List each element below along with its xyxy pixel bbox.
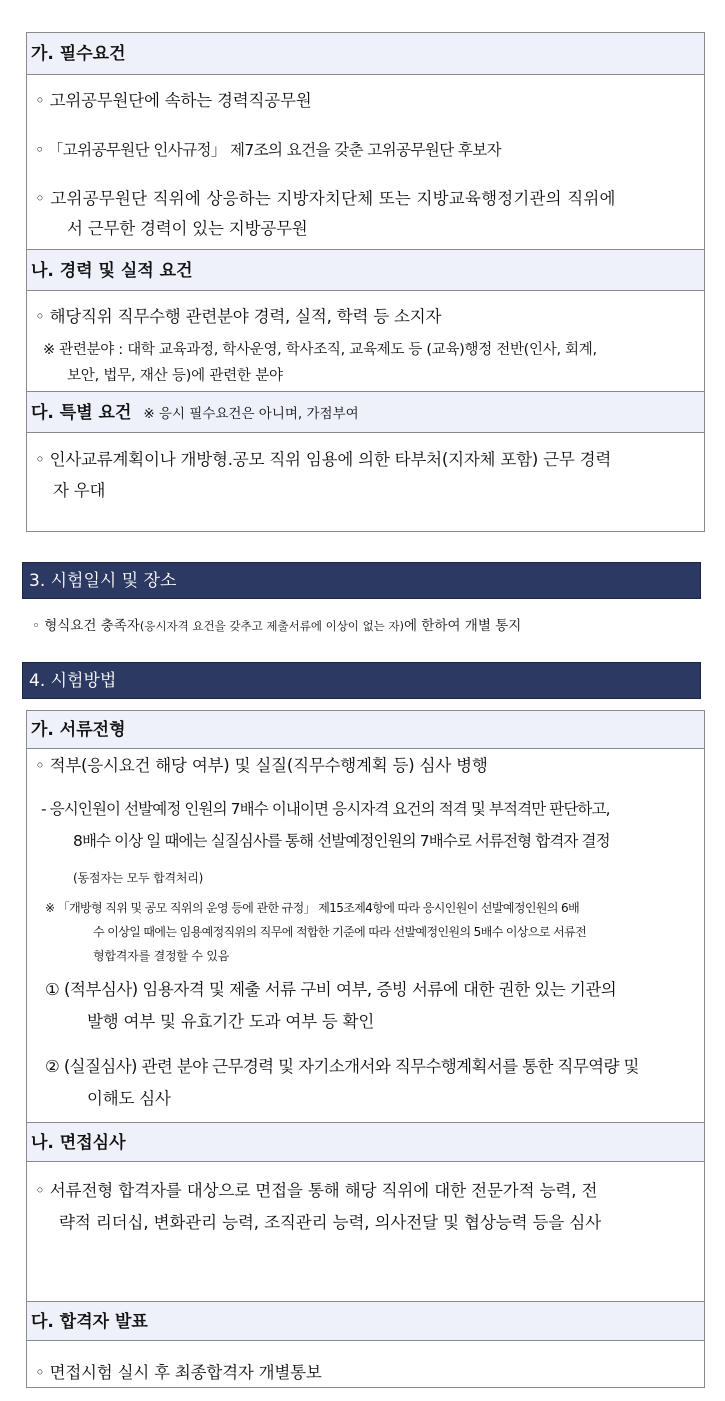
list-item: ① (적부심사) 임용자격 및 제출 서류 구비 여부, 증빙 서류에 대한 권한 있는 기관의 (45, 980, 617, 999)
list-item: ◦ 고위공무원단에 속하는 경력직공무원 (35, 91, 312, 110)
list-item: ◦ 인사교류계획이나 개방형.공모 직위 임용에 의한 타부처(지자체 포함) 근무 경력 (35, 450, 612, 469)
section-3-text-c: 에 한하여 개별 통지 (404, 618, 522, 634)
list-item: ◦ 고위공무원단 직위에 상응하는 지방자치단체 또는 지방교육행정기관의 직위에 (35, 189, 616, 208)
list-item-continuation: 자 우대 (53, 481, 106, 500)
section-3-text-b: (응시자격 요건을 갖추고 제출서류에 이상이 없는 자) (139, 619, 405, 633)
list-item: ② (실질심사) 관련 분야 근무경력 및 자기소개서와 직무수행계획서를 통한 직무역량 및 (45, 1057, 639, 1076)
section-4c-body (27, 1341, 704, 1401)
list-item-continuation: 이해도 심사 (87, 1089, 171, 1108)
list-item: ◦ 서류전형 합격자를 대상으로 면접을 통해 해당 직위에 대한 전문가적 능력, 전 (35, 1181, 598, 1200)
list-item: ◦ 적부(응시요건 해당 여부) 및 실질(직무수행계획 등) 심사 병행 (35, 756, 488, 775)
section-3-title-bar: 3. 시험일시 및 장소 (22, 562, 701, 599)
section-4b-header: 나. 면접심사 (27, 1122, 704, 1162)
list-item: - 응시인원이 선발예정 인원의 7배수 이내이면 응시자격 요건의 적격 및 부적격만 판단하고, (41, 800, 610, 818)
section-4a-header: 가. 서류전형 (27, 711, 704, 749)
note-item-continuation: 보안, 법무, 재산 등)에 관련한 분야 (67, 368, 283, 384)
section-b-body (27, 291, 704, 391)
exam-method-box (26, 710, 705, 1388)
list-item-continuation: 발행 여부 및 유효기간 도과 여부 등 확인 (87, 1012, 375, 1031)
section-c-body (27, 433, 704, 523)
list-item: ◦ 해당직위 직무수행 관련분야 경력, 실적, 학력 등 소지자 (35, 307, 442, 326)
section-c-title: 다. 특별 요건 (31, 403, 132, 423)
note-item: ※ 「개방형 직위 및 공모 직위의 운영 등에 관한 규정」 제15조제4항에 따라 응시인원이 선발예정인원의 6배 (45, 901, 580, 915)
requirements-box (26, 32, 705, 532)
section-c-header (27, 391, 704, 433)
list-item-continuation: 8배수 이상 일 때에는 실질심사를 통해 선발예정인원의 7배수로 서류전형 합격자 결정 (73, 832, 610, 850)
note-item-continuation: 형합격자를 결정할 수 있음 (93, 949, 230, 963)
section-4c-header: 다. 합격자 발표 (27, 1301, 704, 1341)
section-3-text (32, 616, 521, 636)
section-c-note: ※ 응시 필수요건은 아니며, 가점부여 (143, 406, 359, 422)
note-item: (동점자는 모두 합격처리) (73, 871, 204, 885)
section-a-header: 가. 필수요건 (27, 33, 704, 75)
note-item: ※ 관련분야 : 대학 교육과정, 학사운영, 학사조직, 교육제도 등 (교육)행정 전반(인사, 회계, (43, 342, 597, 358)
section-3-text-a: ◦ 형식요건 충족자 (32, 618, 140, 634)
list-item: ◦ 「고위공무원단 인사규정」 제7조의 요건을 갖춘 고위공무원단 후보자 (35, 141, 501, 159)
section-4b-body (27, 1162, 704, 1301)
section-a-body (27, 75, 704, 249)
list-item: ◦ 면접시험 실시 후 최종합격자 개별통보 (35, 1363, 322, 1382)
list-item-continuation: 략적 리더십, 변화관리 능력, 조직관리 능력, 의사전달 및 협상능력 등을 심사 (59, 1213, 602, 1232)
section-4-title-bar: 4. 시험방법 (22, 662, 701, 699)
section-4a-body (27, 749, 704, 1122)
list-item-continuation: 서 근무한 경력이 있는 지방공무원 (67, 219, 308, 238)
note-item-continuation: 수 이상일 때에는 임용예정직위의 직무에 적합한 기준에 따라 선발예정인원의 5배수 이상으로 서류전 (93, 925, 587, 939)
section-b-header: 나. 경력 및 실적 요건 (27, 249, 704, 291)
